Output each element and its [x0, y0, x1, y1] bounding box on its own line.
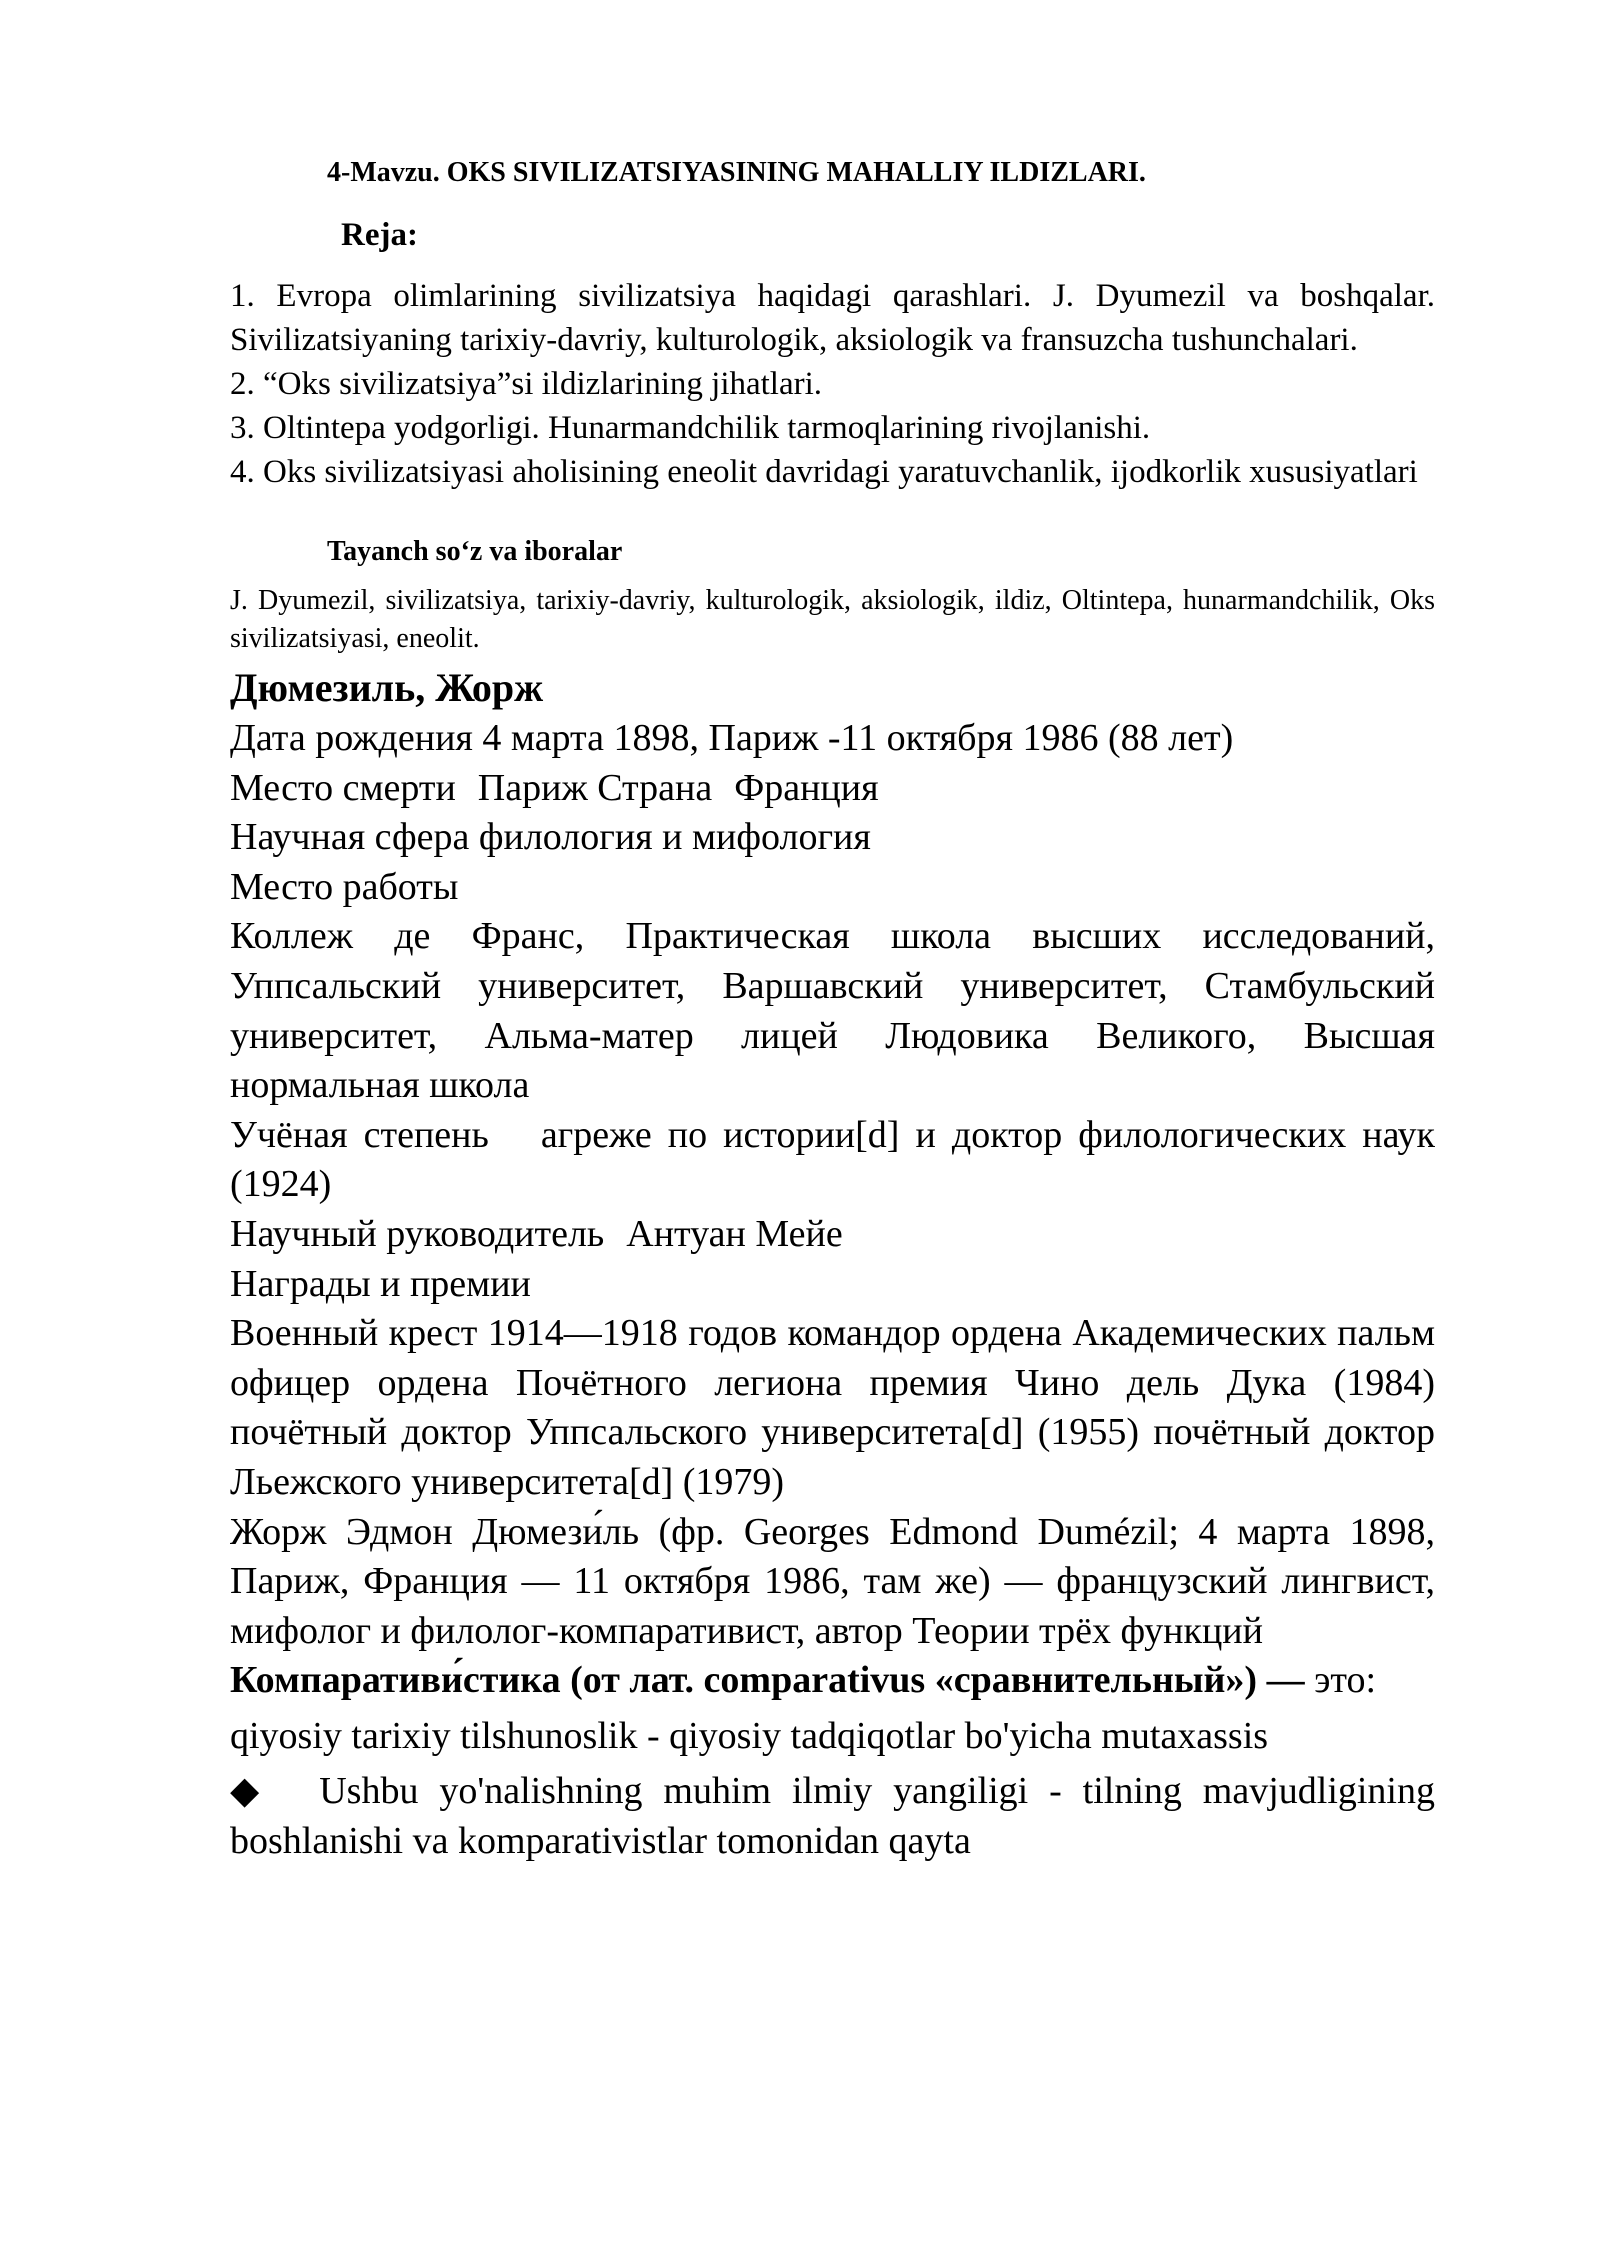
bio-death-row — [230, 764, 1435, 814]
diamond-bullet-icon: ◆ — [230, 1770, 260, 1813]
bio-advisor-row — [230, 1210, 1435, 1260]
document-body — [230, 150, 1435, 1867]
bio-section — [230, 714, 1435, 1867]
plan-item-3: 3. Oltintepa yodgorligi. Hunarmandchilik tarmoqlarining rivojlanishi. — [230, 410, 1151, 446]
birth-label: Дата рождения — [230, 717, 473, 759]
death-place-value: Париж — [477, 766, 588, 809]
bio-name: Дюмезиль, Жорж — [230, 665, 544, 710]
work-value: Коллеж де Франс, Практическая школа высших исследований, Уппсальский университет, Варшавский университет, Стамбульский университет, Альма-матер лицей Людовика Великого, Высшая нормальная школа — [230, 915, 1435, 1107]
plan-list — [230, 274, 1435, 494]
country-label: Страна — [597, 766, 713, 809]
plan-item-4: 4. Oks sivilizatsiyasi aholisining eneolit davridagi yaratuvchanlik, ijodkorlik xususiyatlari — [230, 454, 1418, 490]
work-label: Место работы — [230, 865, 459, 908]
comparative-dash: — — [1266, 1659, 1305, 1702]
comparative-row — [230, 1656, 1435, 1706]
birth-value: 4 марта 1898, Париж -11 октября 1986 (88 лет) — [482, 717, 1234, 759]
comparative-term: Компаративи́стика (от лат. comparativus «сравнительный») — [230, 1659, 1258, 1702]
plan-item-1: 1. Evropa olimlarining sivilizatsiya haqidagi qarashlari. J. Dyumezil va boshqalar. Sivilizatsiyaning tarixiy-davriy, kulturologik, aksiologik va fransuzcha tushunchalari. — [230, 278, 1435, 358]
death-place-label: Место смерти — [230, 766, 456, 809]
plan-item-2: 2. “Oks sivilizatsiya”si ildizlarining jihatlari. — [230, 366, 823, 402]
keywords-heading: Tayanch so‘z va iboralar — [327, 536, 623, 567]
awards-label: Награды и премии — [230, 1262, 531, 1305]
field-value: филология и мифология — [478, 816, 871, 859]
bio-summary: Жорж Эдмон Дюмези́ль (фр. Georges Edmond Dumézil; 4 марта 1898, Париж, Франция — 11 октября 1986, там же) — французский лингвист, мифолог и филолог-компаративист, автор Теории трёх функций — [230, 1510, 1435, 1652]
awards-value: Военный крест 1914—1918 годов командор ордена Академических пальм офицер ордена Почётного легиона премия Чино дель Дука (1984) почётный доктор Уппсальского университета[d] (1955) почётный доктор Льежского университета[d] (1979) — [230, 1312, 1435, 1503]
bio-degree-row — [230, 1111, 1435, 1210]
degree-label: Учёная степень — [230, 1113, 489, 1156]
comparative-definition: qiyosiy tarixiy tilshunoslik - qiyosiy tadqiqotlar bo'yicha mutaxassis — [230, 1714, 1269, 1757]
keywords-text: J. Dyumezil, sivilizatsiya, tarixiy-davriy, kulturologik, aksiologik, ildiz, Oltintepa, hunarmandchilik, Oks sivilizatsiyasi, eneolit. — [230, 585, 1435, 654]
comparative-bullet — [230, 1767, 1435, 1866]
bio-birth-row — [230, 714, 1435, 764]
bio-field-row — [230, 813, 1435, 863]
country-value: Франция — [734, 766, 879, 809]
advisor-label: Научный руководитель — [230, 1212, 605, 1255]
field-label: Научная сфера — [230, 816, 470, 859]
degree-value: агреже по истории[d] и доктор филологических наук (1924) — [230, 1113, 1435, 1206]
comparative-bullet-text: Ushbu yo'nalishning muhim ilmiy yangiligi - tilning mavjudligining boshlanishi va komparativistlar tomonidan qayta — [230, 1770, 1435, 1863]
topic-title: 4-Mavzu. OKS SIVILIZATSIYASINING MAHALLIY ILDIZLARI. — [327, 157, 1146, 188]
plan-heading: Reja: — [341, 217, 418, 253]
advisor-value: Антуан Мейе — [626, 1212, 843, 1255]
comparative-suffix: это: — [1314, 1659, 1377, 1702]
